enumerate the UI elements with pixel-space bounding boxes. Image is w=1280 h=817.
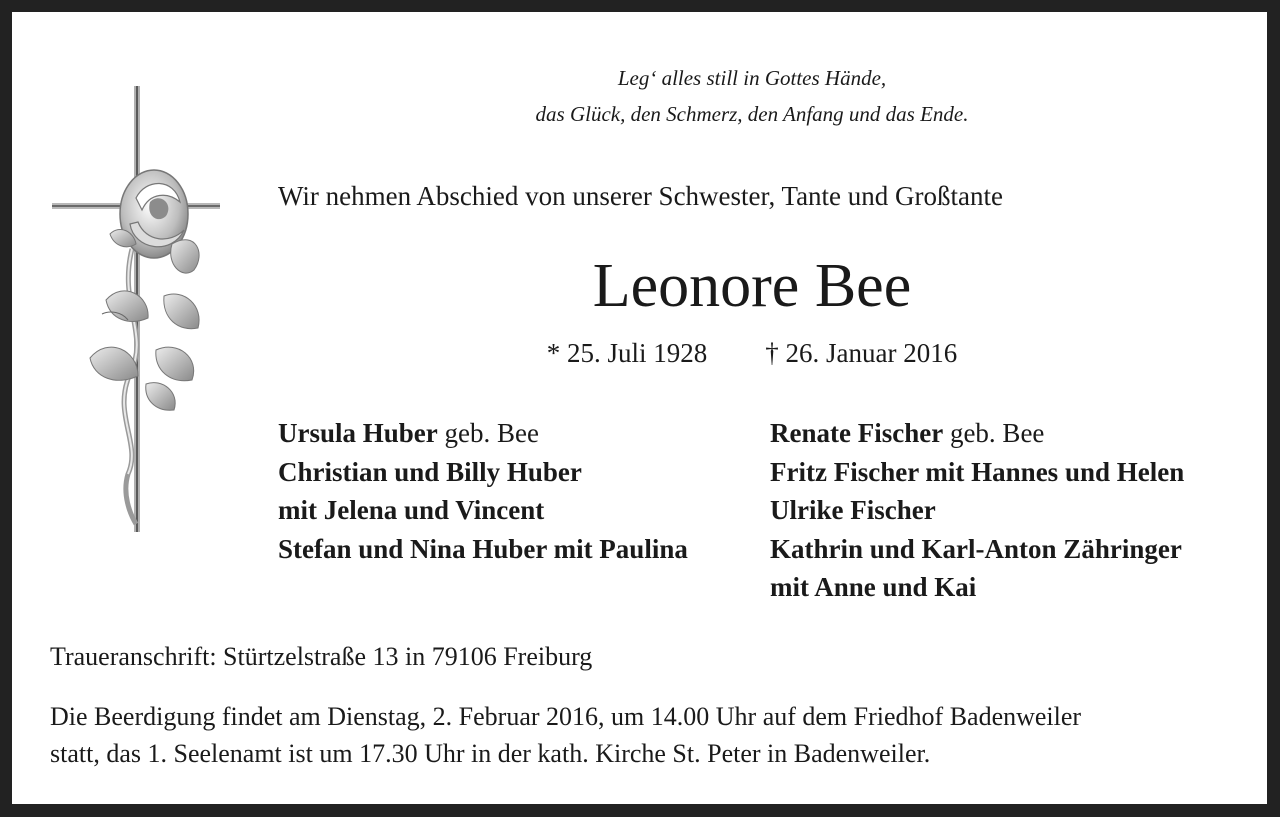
mourners-left-column (278, 414, 688, 568)
motto-verse (392, 60, 1112, 132)
mourners-right-column (770, 414, 1184, 607)
cross-with-rose-illustration (50, 74, 220, 538)
funeral-information (50, 698, 1240, 772)
obituary-notice (12, 12, 1267, 804)
motto-line-2: das Glück, den Schmerz, den Anfang und das Ende. (535, 102, 969, 126)
mourner-line: mit Anne und Kai (770, 572, 977, 602)
mourner-line: Fritz Fischer mit Hannes und Helen (770, 456, 1185, 487)
funeral-line-1: Die Beerdigung findet am Dienstag, 2. Februar 2016, um 14.00 Uhr auf dem Friedhof Badenweiler (50, 702, 1082, 731)
mourner-line: Renate Fischer geb. Bee (770, 418, 1045, 448)
mourner-line: Ursula Huber geb. Bee (278, 418, 539, 448)
mourner-line: Kathrin und Karl-Anton Zähringer (770, 533, 1182, 564)
rose-icon (90, 170, 199, 524)
intro-text: Wir nehmen Abschied von unserer Schwester, Tante und Großtante (278, 181, 1003, 211)
funeral-line-2: statt, das 1. Seelenamt ist um 17.30 Uhr in der kath. Kirche St. Peter in Badenweiler. (50, 739, 931, 768)
deceased-name: Leonore Bee (592, 252, 912, 320)
mourner-line: Stefan und Nina Huber mit Paulina (278, 533, 688, 564)
mourning-address: Traueranschrift: Stürtzelstraße 13 in 79106 Freiburg (50, 642, 593, 671)
mourner-line: Christian und Billy Huber (278, 456, 582, 487)
mourner-line: mit Jelena und Vincent (278, 495, 545, 525)
death-date: † 26. Januar 2016 (765, 338, 958, 368)
motto-line-1: Leg‘ alles still in Gottes Hände, (617, 66, 887, 90)
life-dates (392, 334, 1112, 372)
birth-date: * 25. Juli 1928 (546, 338, 708, 368)
mourner-line: Ulrike Fischer (770, 495, 936, 525)
